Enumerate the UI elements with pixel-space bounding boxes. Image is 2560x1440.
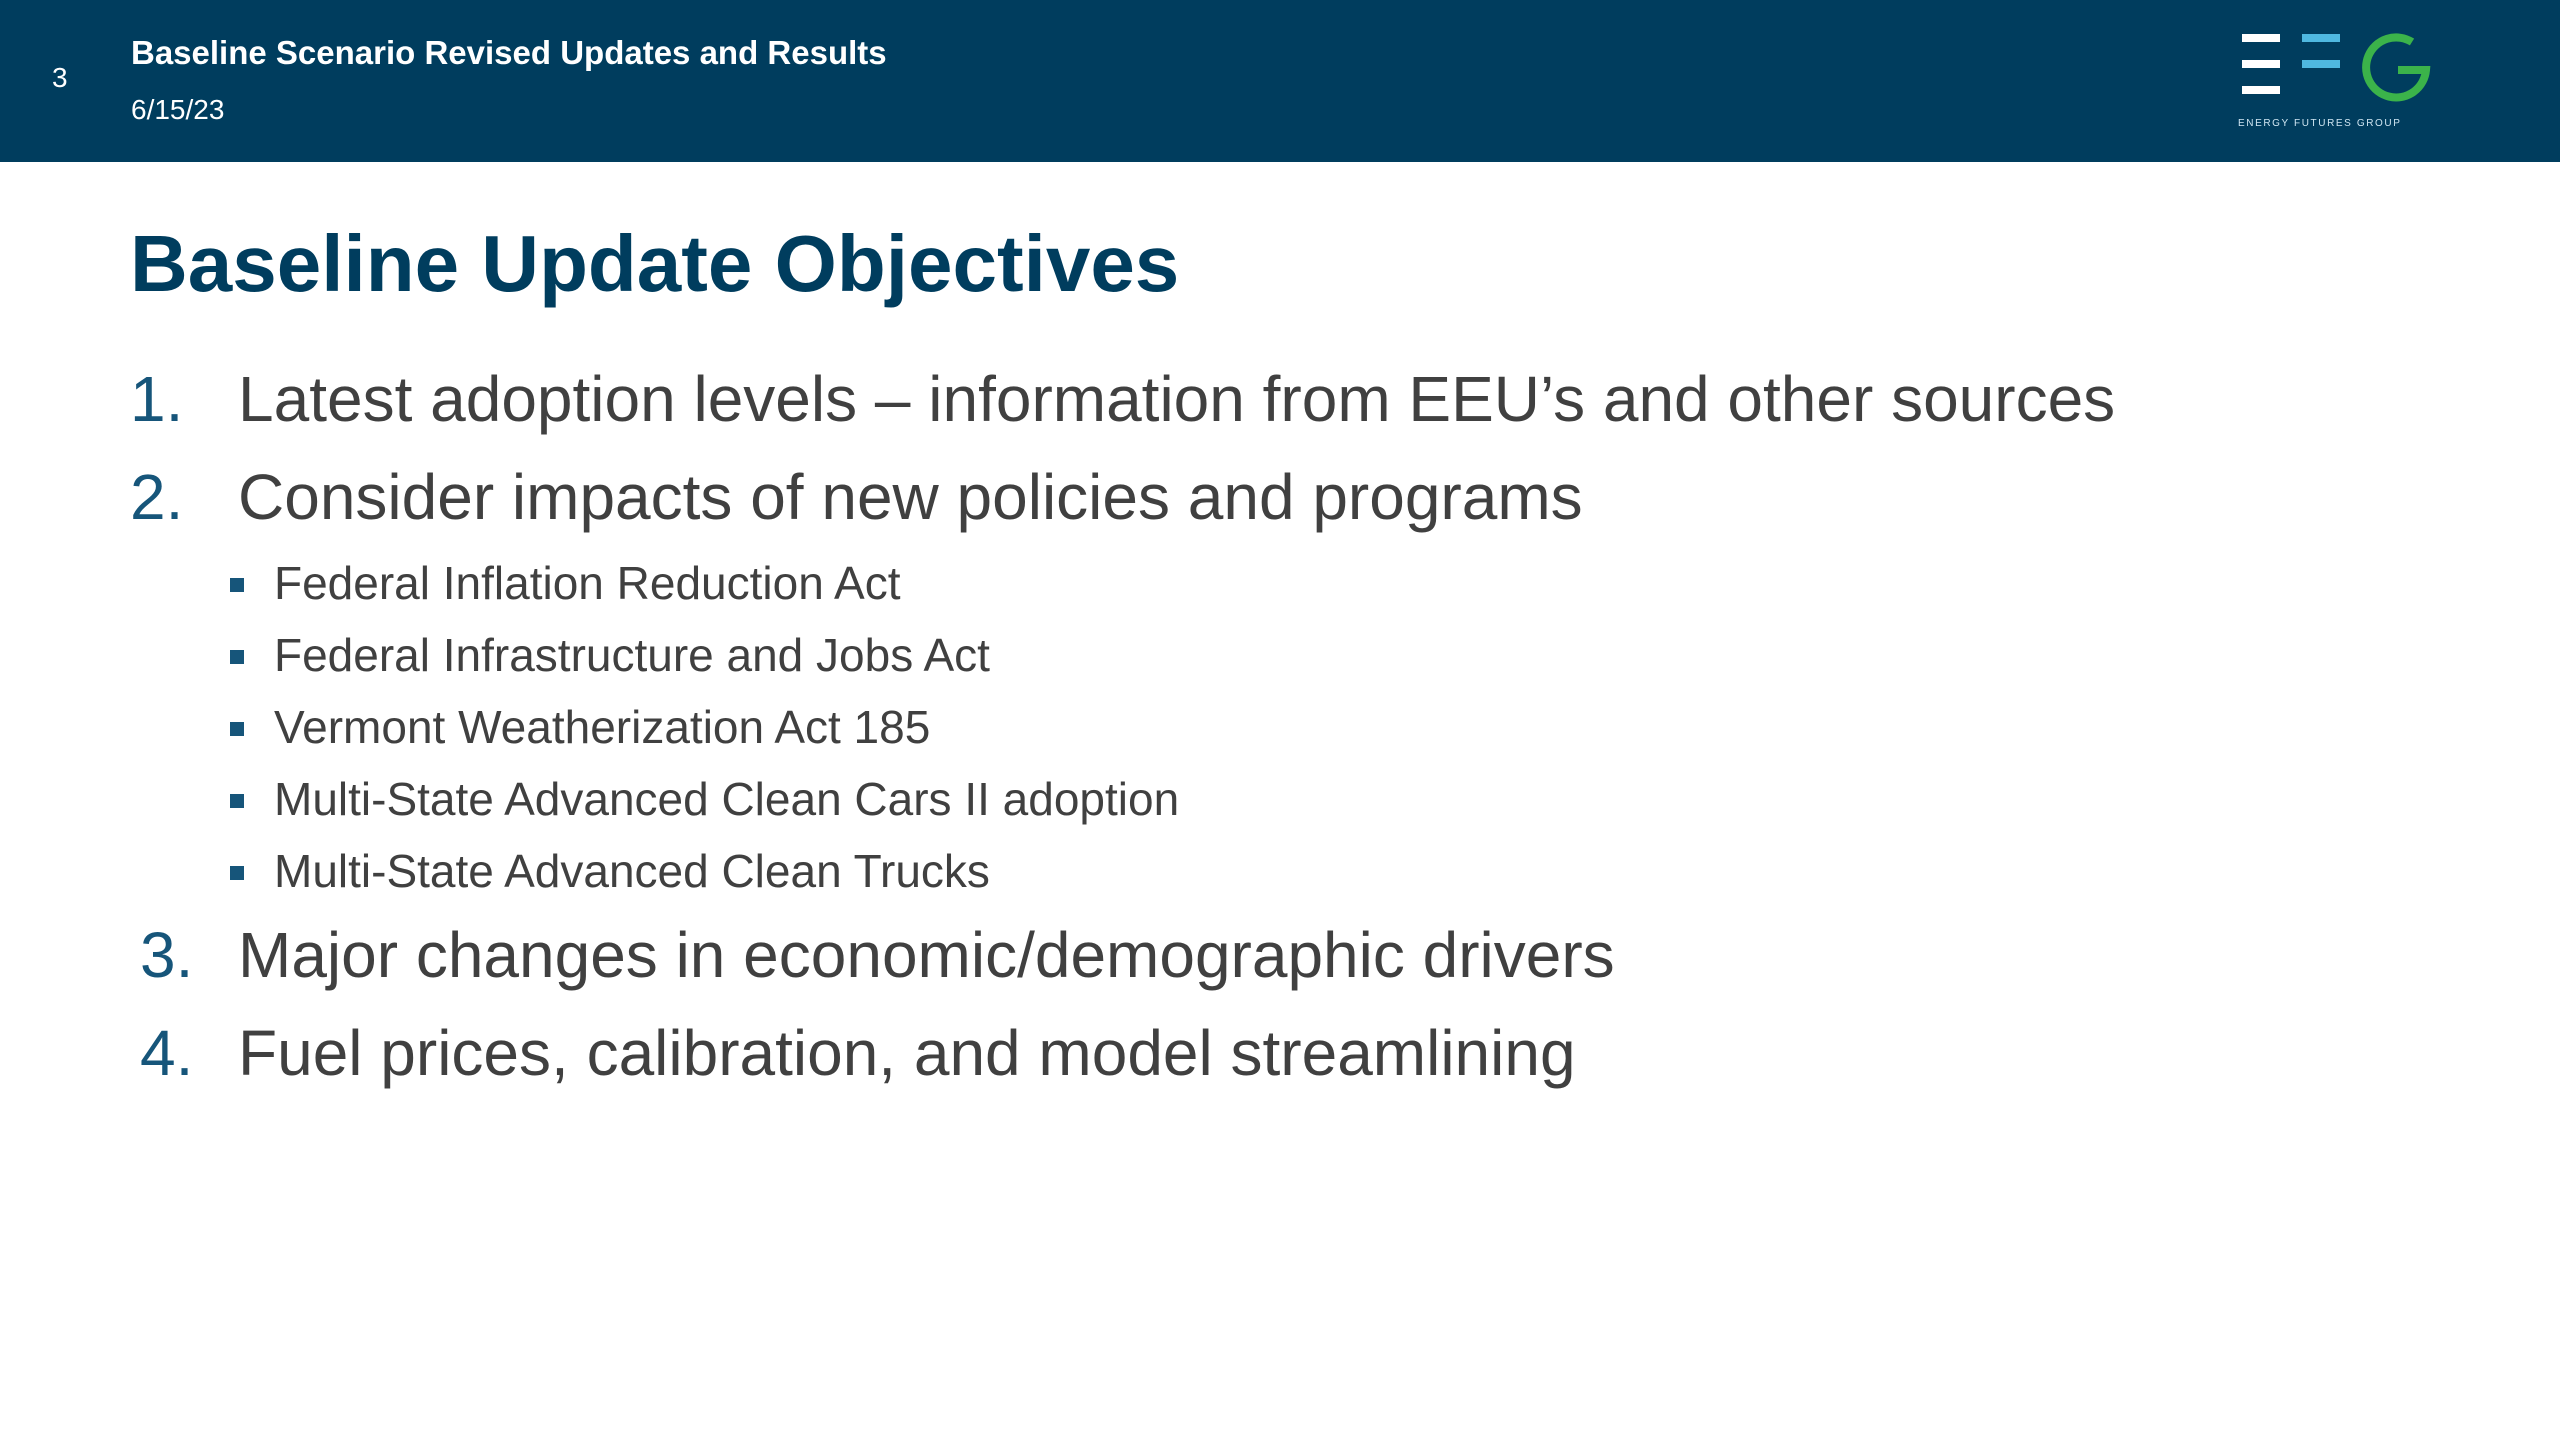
list-number: 2. bbox=[130, 461, 184, 533]
list-number: 1. bbox=[130, 363, 184, 435]
sub-list-text: Multi-State Advanced Clean Cars II adoption bbox=[274, 773, 1180, 825]
square-bullet-icon bbox=[230, 722, 244, 736]
list-text: Latest adoption levels – information from EEU’s and other sources bbox=[238, 363, 2116, 435]
sub-list-text: Multi-State Advanced Clean Trucks bbox=[274, 845, 990, 897]
slide-header bbox=[0, 0, 2560, 162]
list-text: Major changes in economic/demographic drivers bbox=[238, 919, 1615, 991]
company-logo bbox=[2238, 30, 2438, 140]
sub-list-text: Federal Infrastructure and Jobs Act bbox=[274, 629, 990, 681]
sub-list-item bbox=[230, 700, 2330, 760]
logo-caption: ENERGY FUTURES GROUP bbox=[2238, 118, 2402, 129]
header-title: Baseline Scenario Revised Updates and Results bbox=[131, 34, 887, 71]
efg-logo-icon bbox=[2238, 30, 2438, 120]
list-item bbox=[140, 1016, 2430, 1096]
slide-number: 3 bbox=[52, 62, 68, 93]
square-bullet-icon bbox=[230, 866, 244, 880]
square-bullet-icon bbox=[230, 794, 244, 808]
square-bullet-icon bbox=[230, 650, 244, 664]
sub-list-text: Vermont Weatherization Act 185 bbox=[274, 701, 931, 753]
list-item bbox=[130, 362, 2430, 442]
list-item bbox=[130, 460, 2430, 540]
list-number: 3. bbox=[140, 919, 194, 991]
sub-list-item bbox=[230, 772, 2330, 832]
page-title: Baseline Update Objectives bbox=[130, 219, 1180, 308]
list-text: Consider impacts of new policies and programs bbox=[238, 461, 1583, 533]
list-item bbox=[140, 918, 2430, 998]
sub-list-item bbox=[230, 628, 2330, 688]
header-date: 6/15/23 bbox=[131, 94, 225, 125]
sub-list-item bbox=[230, 844, 2330, 904]
sub-list-text: Federal Inflation Reduction Act bbox=[274, 557, 901, 609]
square-bullet-icon bbox=[230, 578, 244, 592]
list-number: 4. bbox=[140, 1017, 194, 1089]
sub-list-item bbox=[230, 556, 2330, 616]
list-text: Fuel prices, calibration, and model streamlining bbox=[238, 1017, 1576, 1089]
